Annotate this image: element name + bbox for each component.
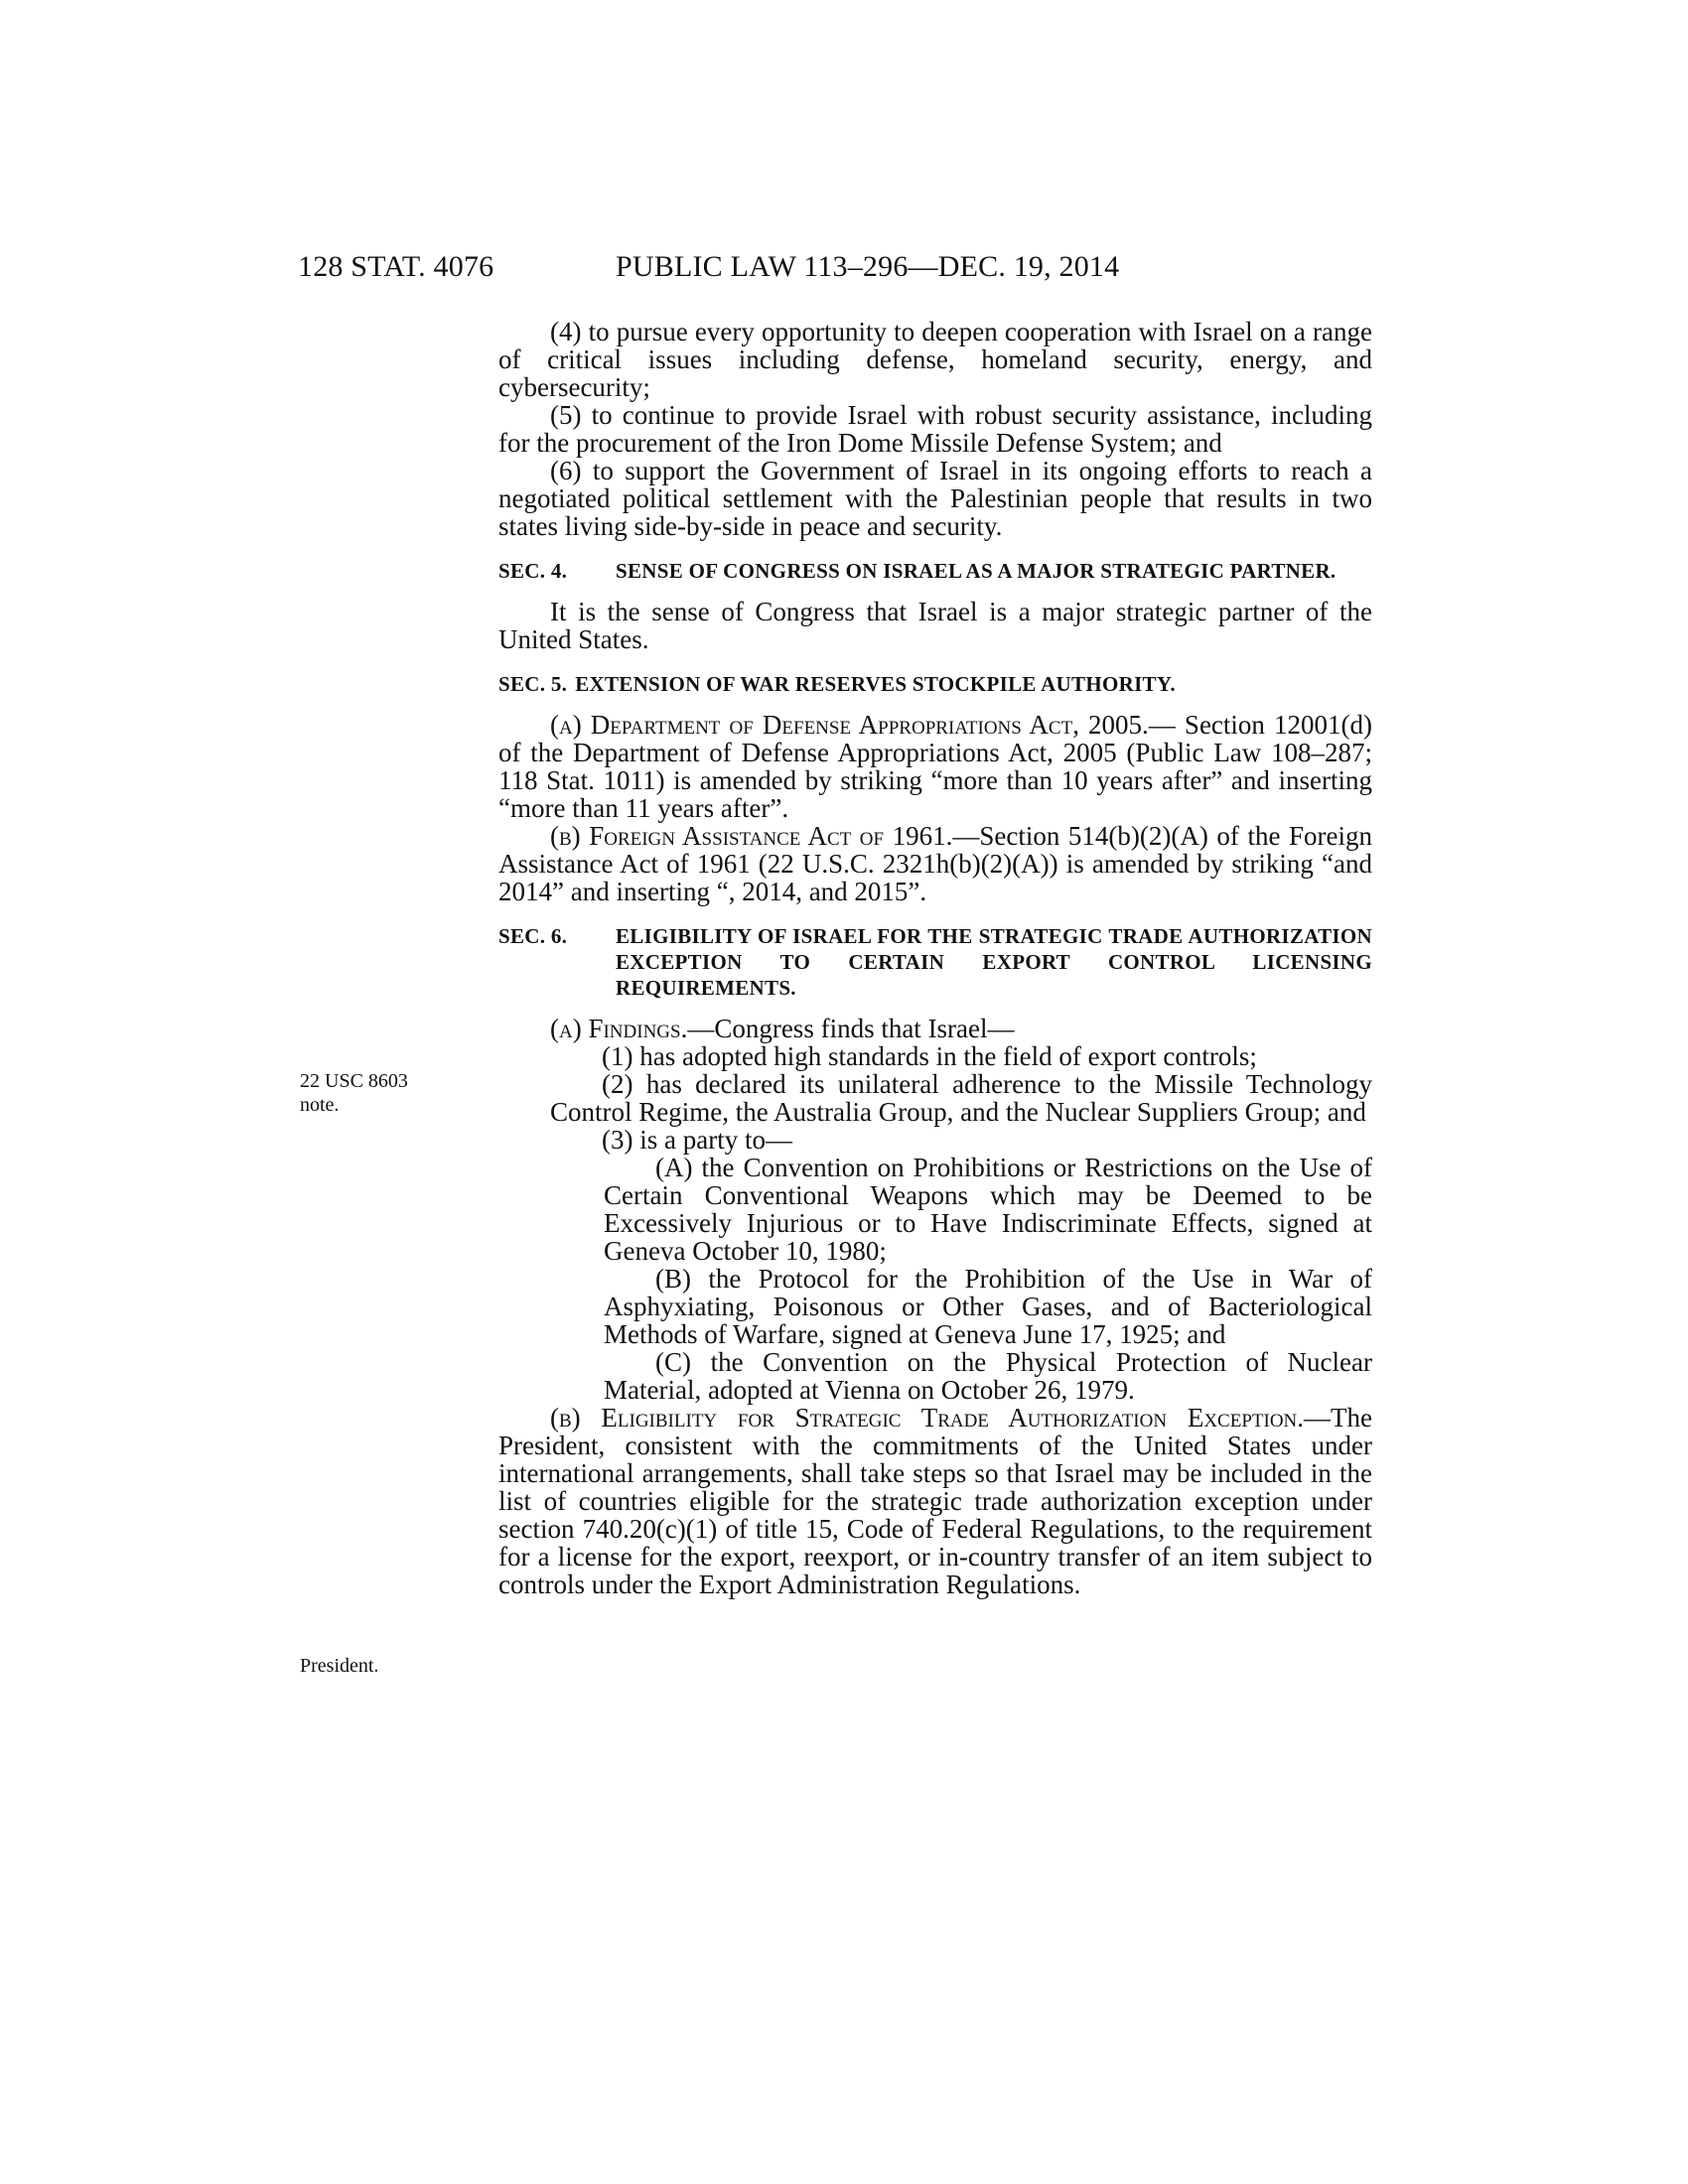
section-5a-heading: (a) Department of Defense Appropriations Act, 2005.— — [550, 710, 1176, 740]
finding-1: (1) has adopted high standards in the field of export controls; — [602, 1041, 1257, 1071]
finding-3c: (C) the Convention on the Physical Protection of Nuclear Material, adopted at Vienna on October 26, 1979. — [604, 1347, 1372, 1405]
paragraph-4: (4) to pursue every opportunity to deepen cooperation with Israel on a range of critical issues including defense, homeland security, energy, and cybersecurity; — [498, 317, 1372, 402]
section-6-heading — [498, 923, 1372, 1001]
section-4-text: It is the sense of Congress that Israel is a major strategic partner of the United States. — [498, 597, 1372, 654]
section-6-title: ELIGIBILITY OF ISRAEL FOR THE STRATEGIC TRADE AUTHORIZATION EXCEPTION TO CERTAIN EXPORT CONTROL LICENSING REQUIREMENTS. — [616, 924, 1372, 1000]
margin-note-usc — [300, 1069, 408, 1117]
section-5a-text: Section 12001(d) of the Department of Defense Appropriations Act, 2005 (Public Law 108–287; 118 Stat. 1011) is amended by striking “more than 10 years after” and inserting “more than 11 years after”. — [498, 710, 1372, 823]
section-5-title: EXTENSION OF WAR RESERVES STOCKPILE AUTHORITY. — [575, 672, 1176, 696]
section-6-label: SEC. 6. — [498, 924, 568, 948]
margin-note-president: President. — [300, 1655, 379, 1677]
section-5-heading — [498, 671, 1372, 697]
section-6b-text: The President, consistent with the commitments of the United States under international arrangements, shall take steps so that Israel may be included in the list of countries eligible for the strategic trade authorization exception under section 740.20(c)(1) of title 15, Code of Federal Regulations, to the requirement for a license for the export, reexport, or in-country transfer of an item subject to controls under the Export Administration Regulations. — [498, 1403, 1372, 1599]
page-law-header: PUBLIC LAW 113–296—DEC. 19, 2014 — [616, 250, 1120, 283]
section-5b — [498, 822, 1372, 905]
finding-2: (2) has declared its unilateral adherence to the Missile Technology Control Regime, the Australia Group, and the Nuclear Suppliers Group; and — [550, 1069, 1372, 1127]
finding-3b: (B) the Protocol for the Prohibition of the Use in War of Asphyxiating, Poisonous or Other Gases, and of Bacteriological Methods of Warfare, signed at Geneva June 17, 1925; and — [604, 1264, 1372, 1349]
finding-3a: (A) the Convention on Prohibitions or Restrictions on the Use of Certain Conventional Weapons which may be Deemed to be Excessively Injurious or to Have Indiscriminate Effects, signed at Geneva October 10, 1980; — [604, 1153, 1372, 1266]
body-column — [498, 318, 1372, 1598]
margin-note-usc-line2: note. — [300, 1094, 340, 1116]
section-5b-text: Section 514(b)(2)(A) of the Foreign Assistance Act of 1961 (22 U.S.C. 2321h(b)(2)(A)) is amended by striking “and 2014” and inserting “, 2014, and 2015”. — [498, 821, 1373, 906]
section-4-label: SEC. 4. — [498, 559, 568, 583]
paragraph-5: (5) to continue to provide Israel with robust security assistance, including for the procurement of the Iron Dome Missile Defense System; and — [498, 400, 1372, 458]
section-5a — [498, 711, 1372, 822]
section-6b — [498, 1404, 1372, 1598]
page-stat-citation: 128 STAT. 4076 — [298, 250, 494, 283]
section-5-label: SEC. 5. — [498, 672, 568, 696]
section-5b-heading: (b) Foreign Assistance Act of 1961.— — [550, 821, 980, 851]
section-6a-text: Congress finds that Israel— — [714, 1014, 1015, 1043]
section-6b-heading: (b) Eligibility for Strategic Trade Authorization Exception.— — [550, 1403, 1332, 1433]
margin-note-usc-line1: 22 USC 8603 — [300, 1070, 408, 1092]
section-6a — [498, 1015, 1372, 1042]
finding-3: (3) is a party to— — [602, 1125, 792, 1155]
section-4-heading — [498, 558, 1372, 584]
section-4-title: SENSE OF CONGRESS ON ISRAEL AS A MAJOR STRATEGIC PARTNER. — [616, 559, 1336, 583]
section-6a-heading: (a) Findings.— — [550, 1014, 715, 1043]
paragraph-6: (6) to support the Government of Israel in its ongoing efforts to reach a negotiated political settlement with the Palestinian people that results in two states living side-by-side in peace and security. — [498, 456, 1372, 541]
